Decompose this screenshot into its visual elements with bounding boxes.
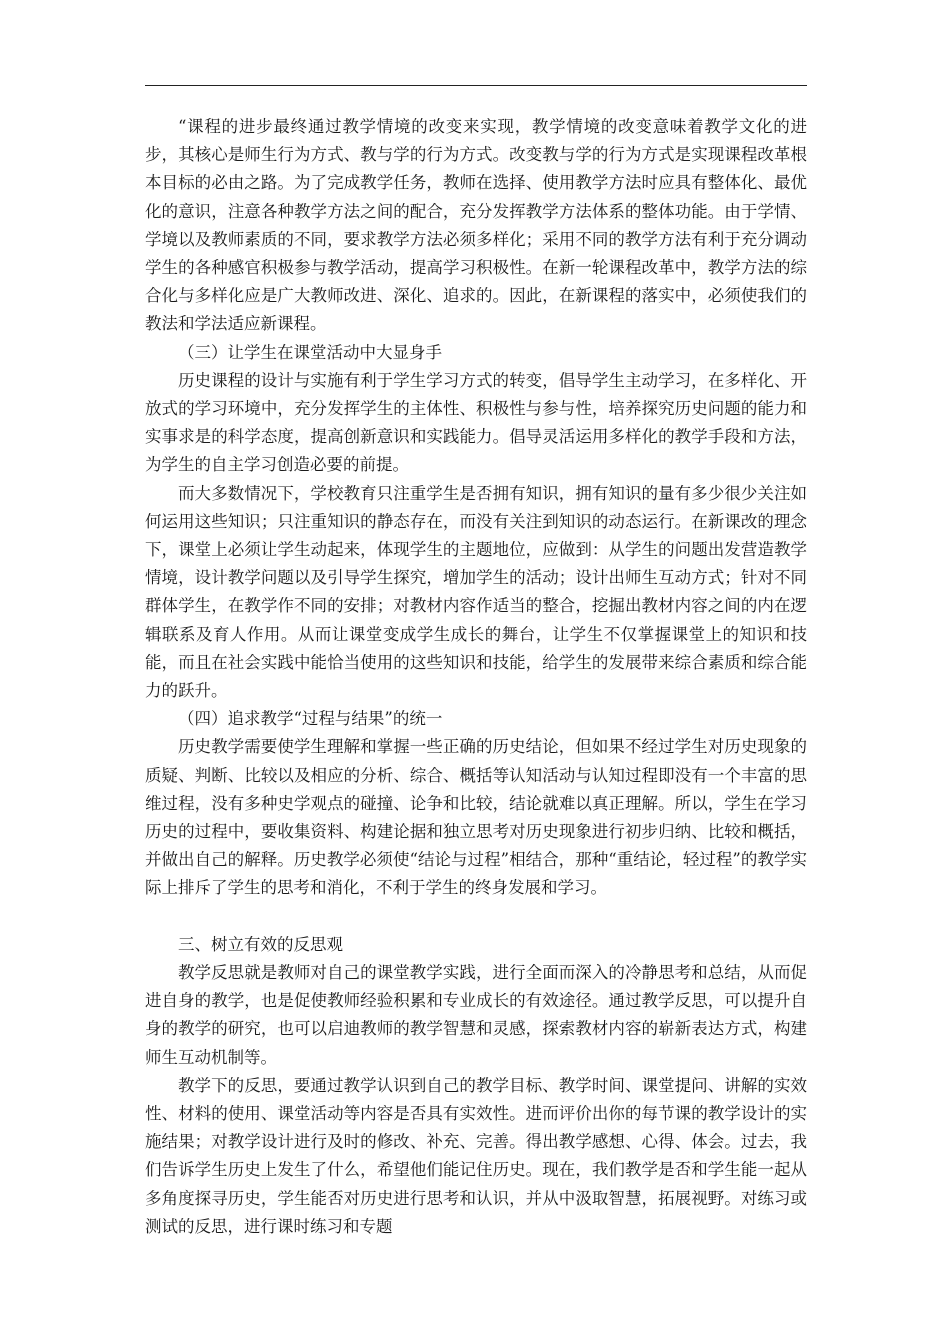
header-rule — [145, 85, 807, 86]
paragraph: 历史教学需要使学生理解和掌握一些正确的历史结论，但如果不经过学生对历史现象的质疑、判断、比较以及相应的分析、综合、概括等认知活动与认知过程即没有一个丰富的思维过程，没有多种史学观点的碰撞、论争和比较，结论就难以真正理解。所以，学生在学习历史的过程中，要收集资料、构建论据和独立思考对历史现象进行初步归纳、比较和概括，并做出自己的解释。历史教学必须使“结论与过程”相结合，那种“重结论，轻过程”的教学实际上排斥了学生的思考和消化，不利于学生的终身发展和学习。 — [145, 737, 807, 898]
section-heading-4: （四）追求教学“过程与结果”的统一 — [178, 709, 443, 729]
paragraph: 教学下的反思，要通过教学认识到自己的教学目标、教学时间、课堂提问、讲解的实效性、材料的使用、课堂活动等内容是否具有实效性。进而评价出你的每节课的教学设计的实施结果；对教学设计进行及时的修改、补充、完善。得出教学感想、心得、体会。过去，我们告诉学生历史上发生了什么，希望他们能记住历史。现在，我们教学是否和学生能一起从多角度探寻历史，学生能否对历史进行思考和认识，并从中汲取智慧，拓展视野。对练习或测试的反思，进行课时练习和专题 — [145, 1075, 807, 1236]
paragraph: 而大多数情况下，学校教育只注重学生是否拥有知识，拥有知识的量有多少很少关注如何运用这些知识；只注重知识的静态存在，而没有关注到知识的动态运行。在新课改的理念下，课堂上必须让学生动起来，体现学生的主题地位，应做到：从学生的问题出发营造教学情境，设计教学问题以及引导学生探究，增加学生的活动；设计出师生互动方式；针对不同群体学生，在教学作不同的安排；对教材内容作适当的整合，挖掘出教材内容之间的内在逻辑联系及育人作用。从而让课堂变成学生成长的舞台，让学生不仅掌握课堂上的知识和技能，而且在社会实践中能恰当使用的这些知识和技能，给学生的发展带来综合素质和综合能力的跃升。 — [145, 483, 807, 701]
section-heading-3: （三）让学生在课堂活动中大显身手 — [178, 342, 442, 362]
paragraph: 教学反思就是教师对自己的课堂教学实践，进行全面而深入的冷静思考和总结，从而促进自身的教学，也是促使教师经验积累和专业成长的有效途径。通过教学反思，可以提升自身的教学的研究，也可以启迪教师的教学智慧和灵感，探索教材内容的崭新表达方式，构建师生互动机制等。 — [145, 962, 807, 1067]
blank-line — [145, 903, 807, 931]
document-body — [145, 113, 807, 1241]
chapter-heading-3: 三、树立有效的反思观 — [178, 934, 343, 954]
paragraph: 历史课程的设计与实施有利于学生学习方式的转变，倡导学生主动学习，在多样化、开放式的学习环境中，充分发挥学生的主体性、积极性与参与性，培养探究历史问题的能力和实事求是的科学态度，提高创新意识和实践能力。倡导灵活运用多样化的教学手段和方法，为学生的自主学习创造必要的前提。 — [145, 370, 807, 475]
paragraph: “课程的进步最终通过教学情境的改变来实现，教学情境的改变意味着教学文化的进步，其核心是师生行为方式、教与学的行为方式。改变教与学的行为方式是实现课程改革根本目标的必由之路。为了完成教学任务，教师在选择、使用教学方法时应具有整体化、最优化的意识，注意各种教学方法之间的配合，充分发挥教学方法体系的整体功能。由于学情、学境以及教师素质的不同，要求教学方法必须多样化；采用不同的教学方法有利于充分调动学生的各种感官积极参与教学活动，提高学习积极性。在新一轮课程改革中，教学方法的综合化与多样化应是广大教师改进、深化、追求的。因此，在新课程的落实中，必须使我们的教法和学法适应新课程。 — [145, 117, 807, 334]
